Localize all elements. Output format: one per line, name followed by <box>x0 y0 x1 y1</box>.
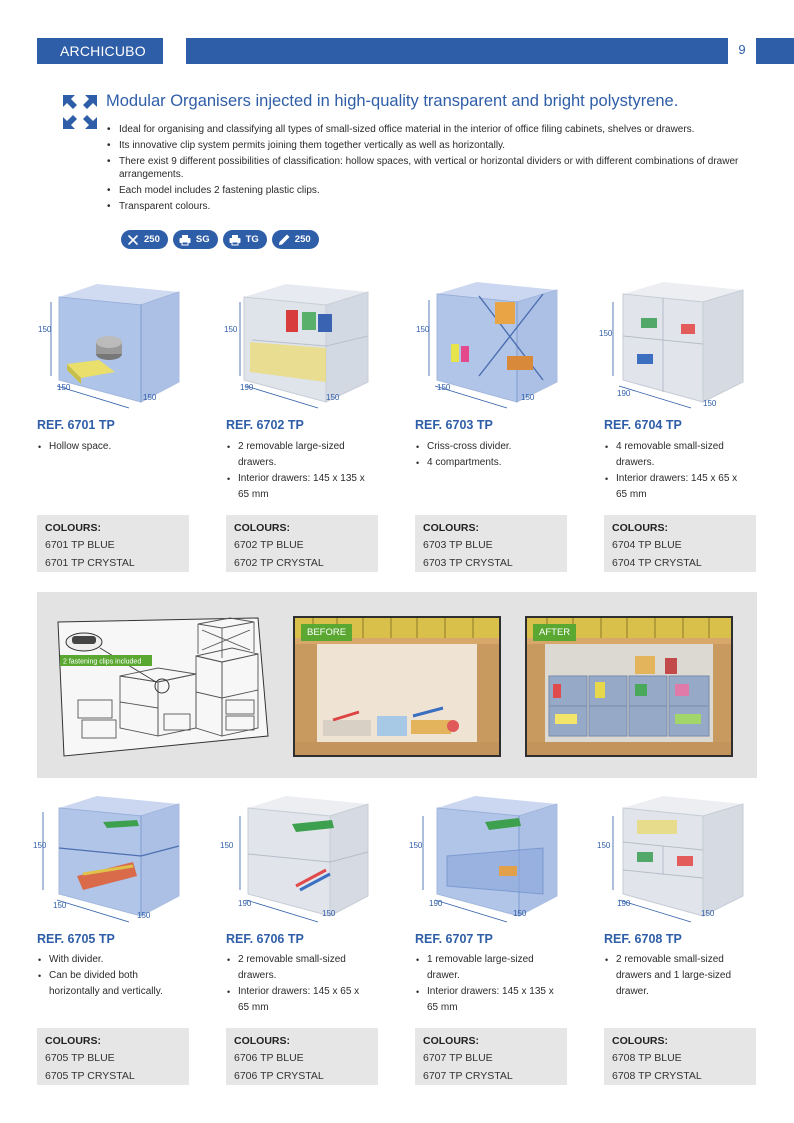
spec-pill: TG <box>223 230 267 249</box>
product-description <box>38 952 188 1000</box>
colour-option: 6708 TP BLUE <box>612 1052 682 1064</box>
product-description <box>227 952 367 1016</box>
page-number: 9 <box>738 42 746 57</box>
description-item: • 1 removable large-sized drawer. <box>416 952 556 984</box>
description-item: • With divider. <box>38 952 188 968</box>
product-description <box>416 439 566 471</box>
svg-text:150: 150 <box>701 909 715 918</box>
description-item: • 2 removable small-sized drawers and 1 large-sized drawer. <box>605 952 745 1000</box>
feature-item: • Each model includes 2 fastening plastic clips. <box>107 184 767 197</box>
description-item: • Interior drawers: 145 x 135 x 65 mm <box>416 984 556 1016</box>
colours-box <box>226 1028 378 1085</box>
colour-option: 6705 TP CRYSTAL <box>45 1070 135 1082</box>
svg-text:150: 150 <box>437 383 451 392</box>
spec-pill: SG <box>173 230 218 249</box>
product-ref: REF. 6708 TP <box>604 932 682 946</box>
product-description <box>605 952 745 1000</box>
svg-text:150: 150 <box>416 325 430 334</box>
svg-text:150: 150 <box>57 383 71 392</box>
product-photo-6701 <box>37 272 187 414</box>
before-label: BEFORE <box>301 624 352 641</box>
description-item: • 4 compartments. <box>416 455 566 471</box>
spec-pill: 250 <box>272 230 319 249</box>
svg-text:190: 190 <box>429 899 443 908</box>
colour-option: 6706 TP BLUE <box>234 1052 304 1064</box>
header-bar <box>186 38 728 64</box>
header-bar-end <box>756 38 794 64</box>
assembly-diagram <box>58 616 268 757</box>
colours-box <box>604 1028 756 1085</box>
svg-text:150: 150 <box>409 841 423 850</box>
svg-text:190: 190 <box>238 899 252 908</box>
product-photo-6703 <box>415 272 565 414</box>
product-description <box>605 439 745 503</box>
colours-box <box>37 515 189 572</box>
colours-box <box>37 1028 189 1085</box>
colour-option: 6701 TP BLUE <box>45 539 115 551</box>
colours-title: COLOURS: <box>423 1035 479 1047</box>
colours-title: COLOURS: <box>612 522 668 534</box>
svg-text:150: 150 <box>521 393 535 402</box>
after-label: AFTER <box>533 624 576 641</box>
description-item: • 2 removable large-sized drawers. <box>227 439 367 471</box>
feature-item: • Ideal for organising and classifying all types of small-sized office material in the interior of office filing cabinets, shelves or drawers. <box>107 123 767 136</box>
expand-arrows-icon <box>63 95 97 129</box>
colours-title: COLOURS: <box>423 522 479 534</box>
description-item: • Hollow space. <box>38 439 188 455</box>
feature-item: • There exist 9 different possibilities of classification: hollow spaces, with vertical or horizontal dividers or with different combinations of drawer arrangements. <box>107 155 767 181</box>
colours-title: COLOURS: <box>234 1035 290 1047</box>
product-photo-6704 <box>597 272 747 414</box>
description-item: • Interior drawers: 145 x 65 x 65 mm <box>227 984 367 1016</box>
colours-title: COLOURS: <box>612 1035 668 1047</box>
description-item: • Can be divided both horizontally and vertically. <box>38 968 188 1000</box>
colour-option: 6703 TP CRYSTAL <box>423 557 513 569</box>
feature-item: • Its innovative clip system permits joining them together vertically as well as horizontally. <box>107 139 767 152</box>
product-ref: REF. 6707 TP <box>415 932 493 946</box>
svg-text:150: 150 <box>143 393 157 402</box>
product-photo-6708 <box>597 786 747 928</box>
colour-option: 6706 TP CRYSTAL <box>234 1070 324 1082</box>
product-photo-6705 <box>33 786 187 928</box>
svg-text:150: 150 <box>224 325 238 334</box>
spec-pills <box>121 230 319 249</box>
description-item: • 2 removable small-sized drawers. <box>227 952 367 984</box>
svg-text:150: 150 <box>220 841 234 850</box>
colour-option: 6702 TP CRYSTAL <box>234 557 324 569</box>
svg-text:150: 150 <box>33 841 47 850</box>
svg-text:190: 190 <box>617 389 631 398</box>
svg-text:150: 150 <box>703 399 717 408</box>
product-photo-6706 <box>220 786 376 928</box>
colour-option: 6704 TP CRYSTAL <box>612 557 702 569</box>
colour-option: 6708 TP CRYSTAL <box>612 1070 702 1082</box>
product-ref: REF. 6705 TP <box>37 932 115 946</box>
before-photo <box>293 616 501 757</box>
product-ref: REF. 6704 TP <box>604 418 682 432</box>
colours-title: COLOURS: <box>234 522 290 534</box>
product-description <box>38 439 188 455</box>
svg-text:190: 190 <box>617 899 631 908</box>
printer-icon <box>178 233 192 247</box>
colour-option: 6707 TP CRYSTAL <box>423 1070 513 1082</box>
description-item: • Interior drawers: 145 x 135 x 65 mm <box>227 471 367 503</box>
description-item: • Criss-cross divider. <box>416 439 566 455</box>
svg-text:190: 190 <box>240 383 254 392</box>
spec-pill: 250 <box>121 230 168 249</box>
after-photo <box>525 616 733 757</box>
product-ref: REF. 6702 TP <box>226 418 304 432</box>
colours-box <box>415 515 567 572</box>
svg-text:150: 150 <box>53 901 67 910</box>
description-item: • Interior drawers: 145 x 65 x 65 mm <box>605 471 745 503</box>
product-ref: REF. 6706 TP <box>226 932 304 946</box>
colours-title: COLOURS: <box>45 1035 101 1047</box>
svg-text:150: 150 <box>322 909 336 918</box>
svg-text:150: 150 <box>326 393 340 402</box>
colours-box <box>604 515 756 572</box>
colour-option: 6702 TP BLUE <box>234 539 304 551</box>
colours-box <box>415 1028 567 1085</box>
feature-item: • Transparent colours. <box>107 200 767 213</box>
product-description <box>416 952 556 1016</box>
tools-icon <box>126 233 140 247</box>
brand-bar <box>37 38 163 64</box>
pen-icon <box>277 233 291 247</box>
product-ref: REF. 6701 TP <box>37 418 115 432</box>
svg-text:150: 150 <box>38 325 52 334</box>
product-ref: REF. 6703 TP <box>415 418 493 432</box>
clips-label: 2 fastening clips included <box>63 658 142 666</box>
intro-headline: Modular Organisers injected in high-quality transparent and bright polystyrene. <box>106 92 679 110</box>
colour-option: 6703 TP BLUE <box>423 539 493 551</box>
feature-list <box>107 123 767 216</box>
svg-text:150: 150 <box>513 909 527 918</box>
svg-text:150: 150 <box>137 911 151 920</box>
product-description <box>227 439 367 503</box>
colours-box <box>226 515 378 572</box>
brand-name: ARCHICUBO <box>60 43 146 59</box>
product-photo-6707 <box>409 786 565 928</box>
description-item: • 4 removable small-sized drawers. <box>605 439 745 471</box>
colour-option: 6707 TP BLUE <box>423 1052 493 1064</box>
colour-option: 6705 TP BLUE <box>45 1052 115 1064</box>
colours-title: COLOURS: <box>45 522 101 534</box>
printer-icon <box>228 233 242 247</box>
colour-option: 6701 TP CRYSTAL <box>45 557 135 569</box>
colour-option: 6704 TP BLUE <box>612 539 682 551</box>
svg-text:150: 150 <box>599 329 613 338</box>
svg-text:150: 150 <box>597 841 611 850</box>
product-photo-6702 <box>226 272 376 414</box>
